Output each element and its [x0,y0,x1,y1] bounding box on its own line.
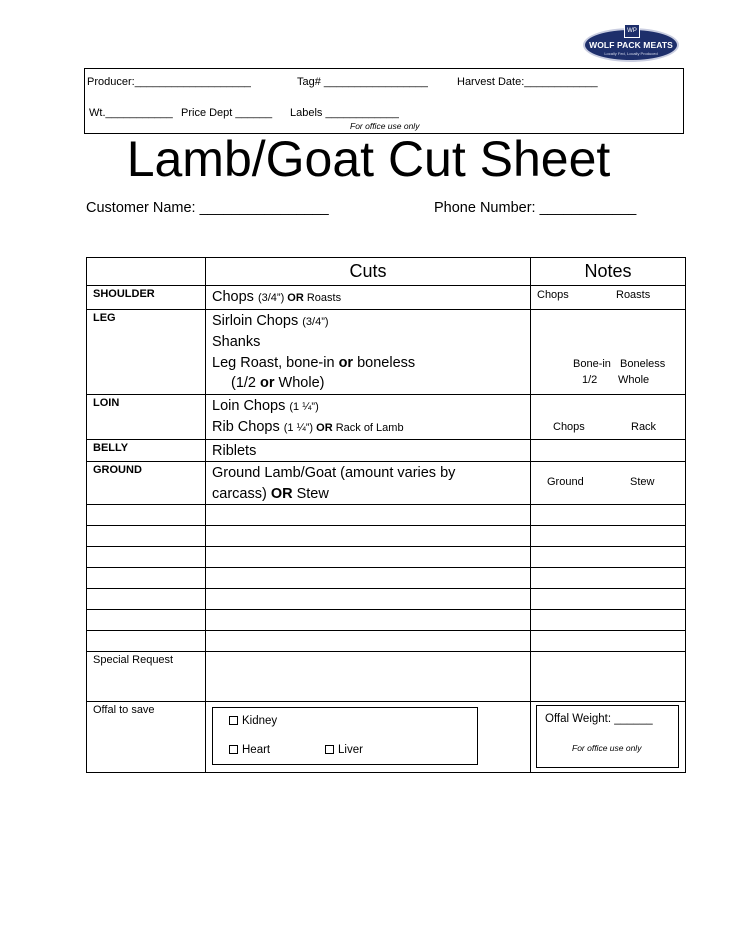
kidney-option[interactable]: Kidney [229,715,277,727]
shoulder-cuts: Chops (3/4”) OR Roasts [206,286,531,310]
offal-row [87,702,686,773]
phone-number-field[interactable]: Phone Number: ____________ [434,200,637,216]
shoulder-note-roasts: Roasts [616,289,651,301]
table-header-row [87,258,686,286]
wolf-pack-meats-logo [583,28,679,62]
offal-options-box [212,707,478,765]
loin-note-rack: Rack [631,420,657,433]
leg-cuts: Sirloin Chops (3/4”) Shanks Leg Roast, bone-in or boneless (1/2 or Whole) [206,309,531,394]
liver-option[interactable]: Liver [325,744,363,756]
harvest-date-field[interactable]: Harvest Date:____________ [457,76,598,88]
offal-office-note: For office use only [572,743,642,753]
ground-note-stew: Stew [630,476,655,488]
blank-row [87,589,686,610]
offal-options-cell [206,702,531,773]
special-request-field[interactable] [206,652,531,702]
header-cuts: Cuts [206,258,531,286]
offal-weight-field[interactable]: Offal Weight: ______ [545,713,653,725]
ground-note-ground: Ground [547,476,584,488]
ground-cuts: Ground Lamb/Goat (amount varies by carcass) OR Stew [206,462,531,505]
belly-notes[interactable] [531,439,686,462]
kidney-checkbox[interactable] [229,716,238,725]
ground-row [87,462,686,505]
leg-note-boneless: Boneless [620,357,666,370]
leg-note-bone-in: Bone-in [573,357,611,370]
logo-name: WOLF PACK MEATS [589,40,673,50]
shoulder-label: SHOULDER [87,286,206,310]
logo-badge: WP [624,24,640,38]
blank-row [87,526,686,547]
loin-cuts: Loin Chops (1 ¼”) Rib Chops (1 ¼”) OR Rack of Lamb [206,394,531,439]
header-notes: Notes [531,258,686,286]
loin-row [87,394,686,439]
blank-row [87,505,686,526]
special-request-label: Special Request [87,652,206,702]
producer-field[interactable]: Producer:___________________ [87,76,251,88]
office-use-box [84,68,684,134]
page-title: Lamb/Goat Cut Sheet [126,131,611,187]
blank-row [87,610,686,631]
leg-notes[interactable] [531,309,686,394]
loin-notes[interactable] [531,394,686,439]
offal-weight-box [536,705,679,768]
offal-weight-cell [531,702,686,773]
price-dept-field[interactable]: Price Dept ______ [181,107,273,119]
shoulder-note-chops: Chops [537,289,569,301]
leg-label: LEG [87,309,206,394]
shoulder-row [87,286,686,310]
shoulder-notes[interactable] [531,286,686,310]
loin-note-chops: Chops [553,420,585,433]
loin-label: LOIN [87,394,206,439]
belly-label: BELLY [87,439,206,462]
belly-cuts: Riblets [206,439,531,462]
logo-tagline: Locally Fed, Locally Produced [604,51,658,56]
liver-checkbox[interactable] [325,745,334,754]
blank-row [87,631,686,652]
office-use-note: For office use only [350,121,420,131]
ground-label: GROUND [87,462,206,505]
cut-table [86,257,686,773]
heart-option[interactable]: Heart [229,744,270,756]
leg-note-half: 1/2 [582,373,598,386]
special-request-notes[interactable] [531,652,686,702]
leg-row [87,309,686,394]
leg-note-whole: Whole [618,373,650,386]
header-blank [87,258,206,286]
tag-field[interactable]: Tag# _________________ [297,76,428,88]
customer-name-field[interactable]: Customer Name: ________________ [86,200,329,216]
labels-field[interactable]: Labels ____________ [290,107,399,119]
belly-row [87,439,686,462]
ground-notes[interactable] [531,462,686,505]
special-request-row [87,652,686,702]
blank-row [87,547,686,568]
offal-to-save-label: Offal to save [87,702,206,773]
blank-row [87,568,686,589]
heart-checkbox[interactable] [229,745,238,754]
weight-field[interactable]: Wt.___________ [89,107,173,119]
